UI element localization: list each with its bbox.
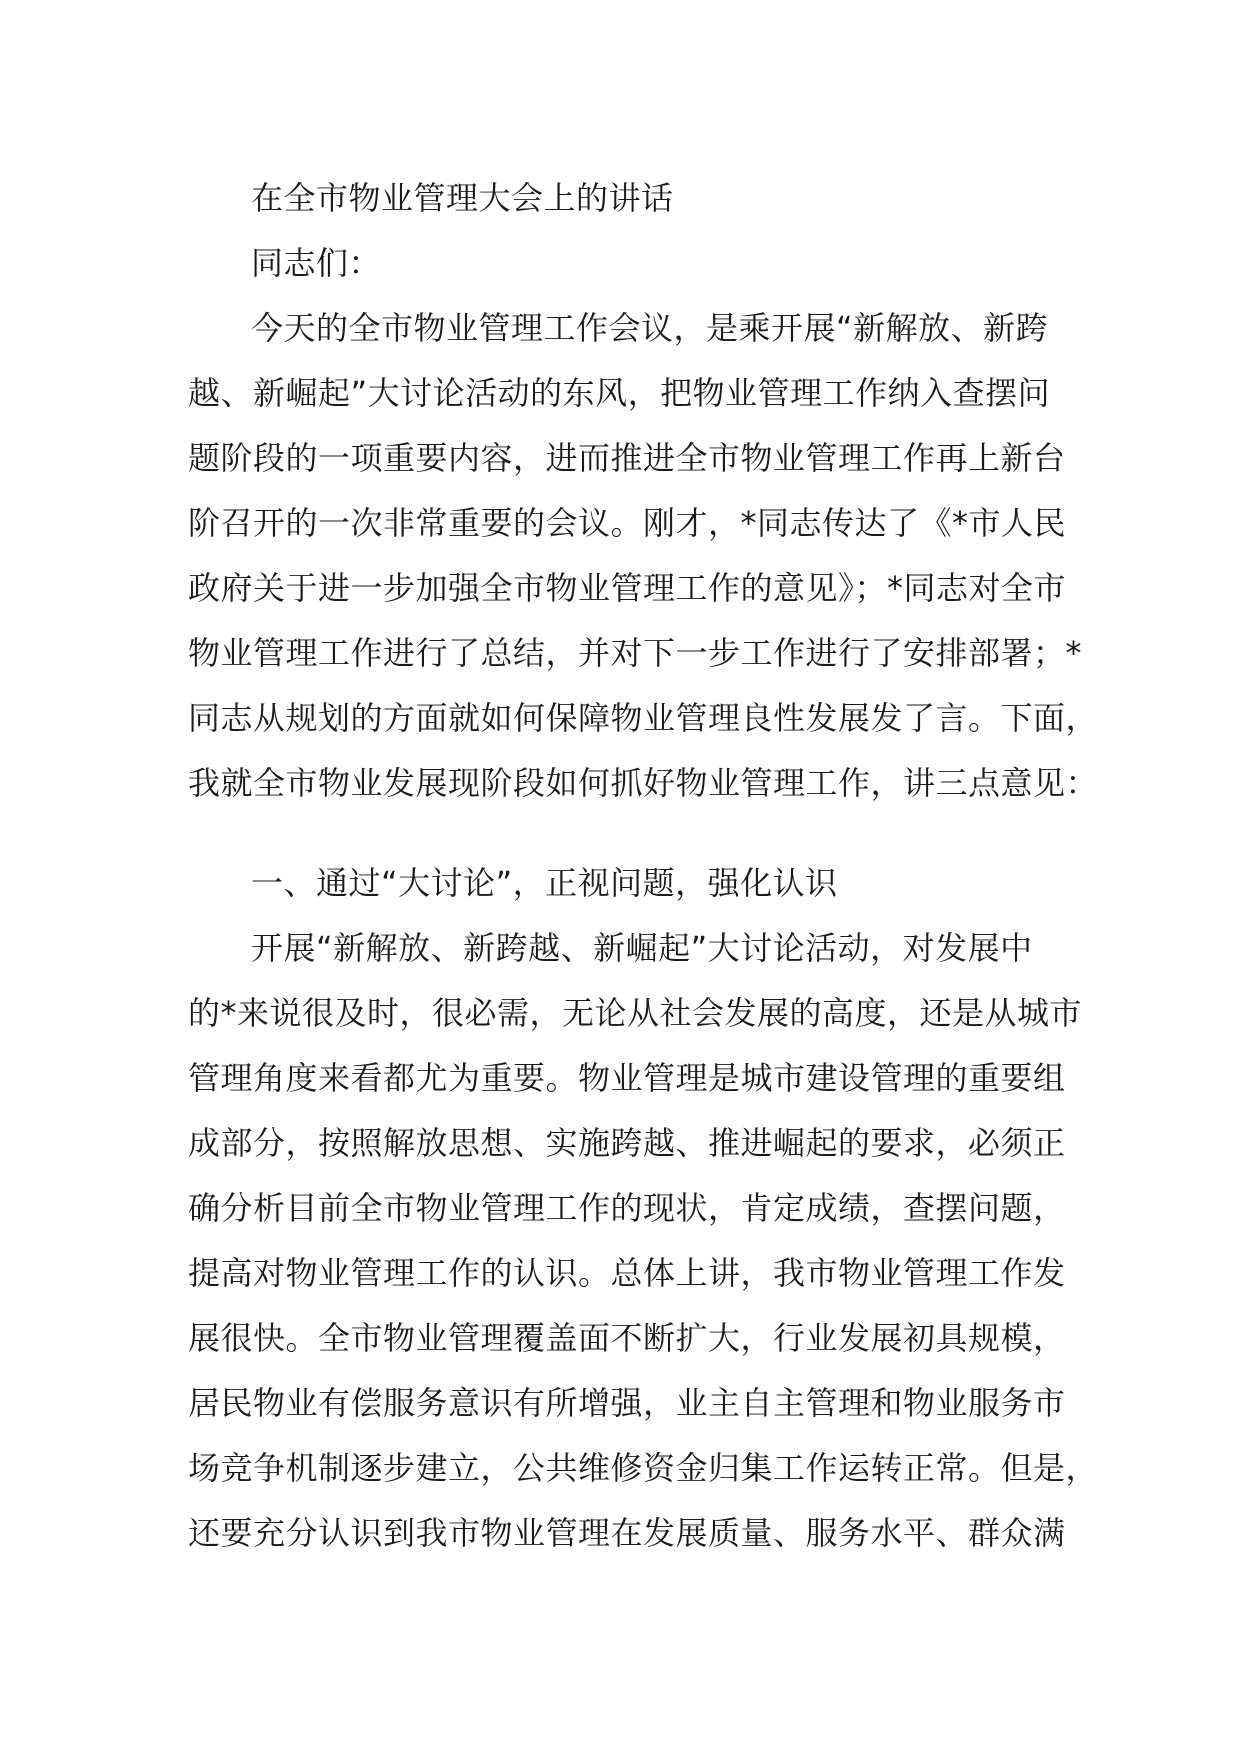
paragraph-line: 题阶段的一项重要内容，进而推进全市物业管理工作再上新台 — [188, 439, 1066, 477]
paragraph-line: 阶召开的一次非常重要的会议。刚才，*同志传达了《*市人民 — [188, 504, 1067, 542]
paragraph-line: 政府关于进一步加强全市物业管理工作的意见》；*同志对全市 — [188, 569, 1067, 607]
paragraph-line: 居民物业有偿服务意识有所增强，业主自主管理和物业服务市 — [188, 1384, 1066, 1422]
paragraph-line: 管理角度来看都尤为重要。物业管理是城市建设管理的重要组 — [188, 1059, 1066, 1097]
section-heading: 一、通过“大讨论”，正视问题，强化认识 — [251, 864, 838, 902]
paragraph-line: 提高对物业管理工作的认识。总体上讲，我市物业管理工作发 — [188, 1254, 1066, 1292]
paragraph-line: 成部分，按照解放思想、实施跨越、推进崛起的要求，必须正 — [188, 1124, 1066, 1162]
paragraph-line: 同志从规划的方面就如何保障物业管理良性发展发了言。下面， — [188, 699, 1099, 737]
paragraph-line: 展很快。全市物业管理覆盖面不断扩大，行业发展初具规模， — [188, 1319, 1066, 1357]
paragraph-line: 今天的全市物业管理工作会议，是乘开展“新解放、新跨 — [251, 309, 1049, 347]
paragraph-line: 的*来说很及时，很必需，无论从社会发展的高度，还是从城市 — [188, 994, 1083, 1032]
document-title: 在全市物业管理大会上的讲话 — [251, 179, 674, 217]
paragraph-line: 还要充分认识到我市物业管理在发展质量、服务水平、群众满 — [188, 1514, 1066, 1552]
paragraph-line: 越、新崛起”大讨论活动的东风，把物业管理工作纳入查摆问 — [188, 374, 1051, 412]
paragraph-line: 场竞争机制逐步建立，公共维修资金归集工作运转正常。但是， — [188, 1449, 1099, 1487]
salutation: 同志们： — [251, 244, 382, 282]
paragraph-line: 确分析目前全市物业管理工作的现状，肯定成绩，查摆问题， — [188, 1189, 1066, 1227]
paragraph-line: 物业管理工作进行了总结，并对下一步工作进行了安排部署；* — [188, 634, 1083, 672]
paragraph-line: 我就全市物业发展现阶段如何抓好物业管理工作，讲三点意见： — [188, 764, 1099, 802]
paragraph-line: 开展“新解放、新跨越、新崛起”大讨论活动，对发展中 — [251, 929, 1033, 967]
